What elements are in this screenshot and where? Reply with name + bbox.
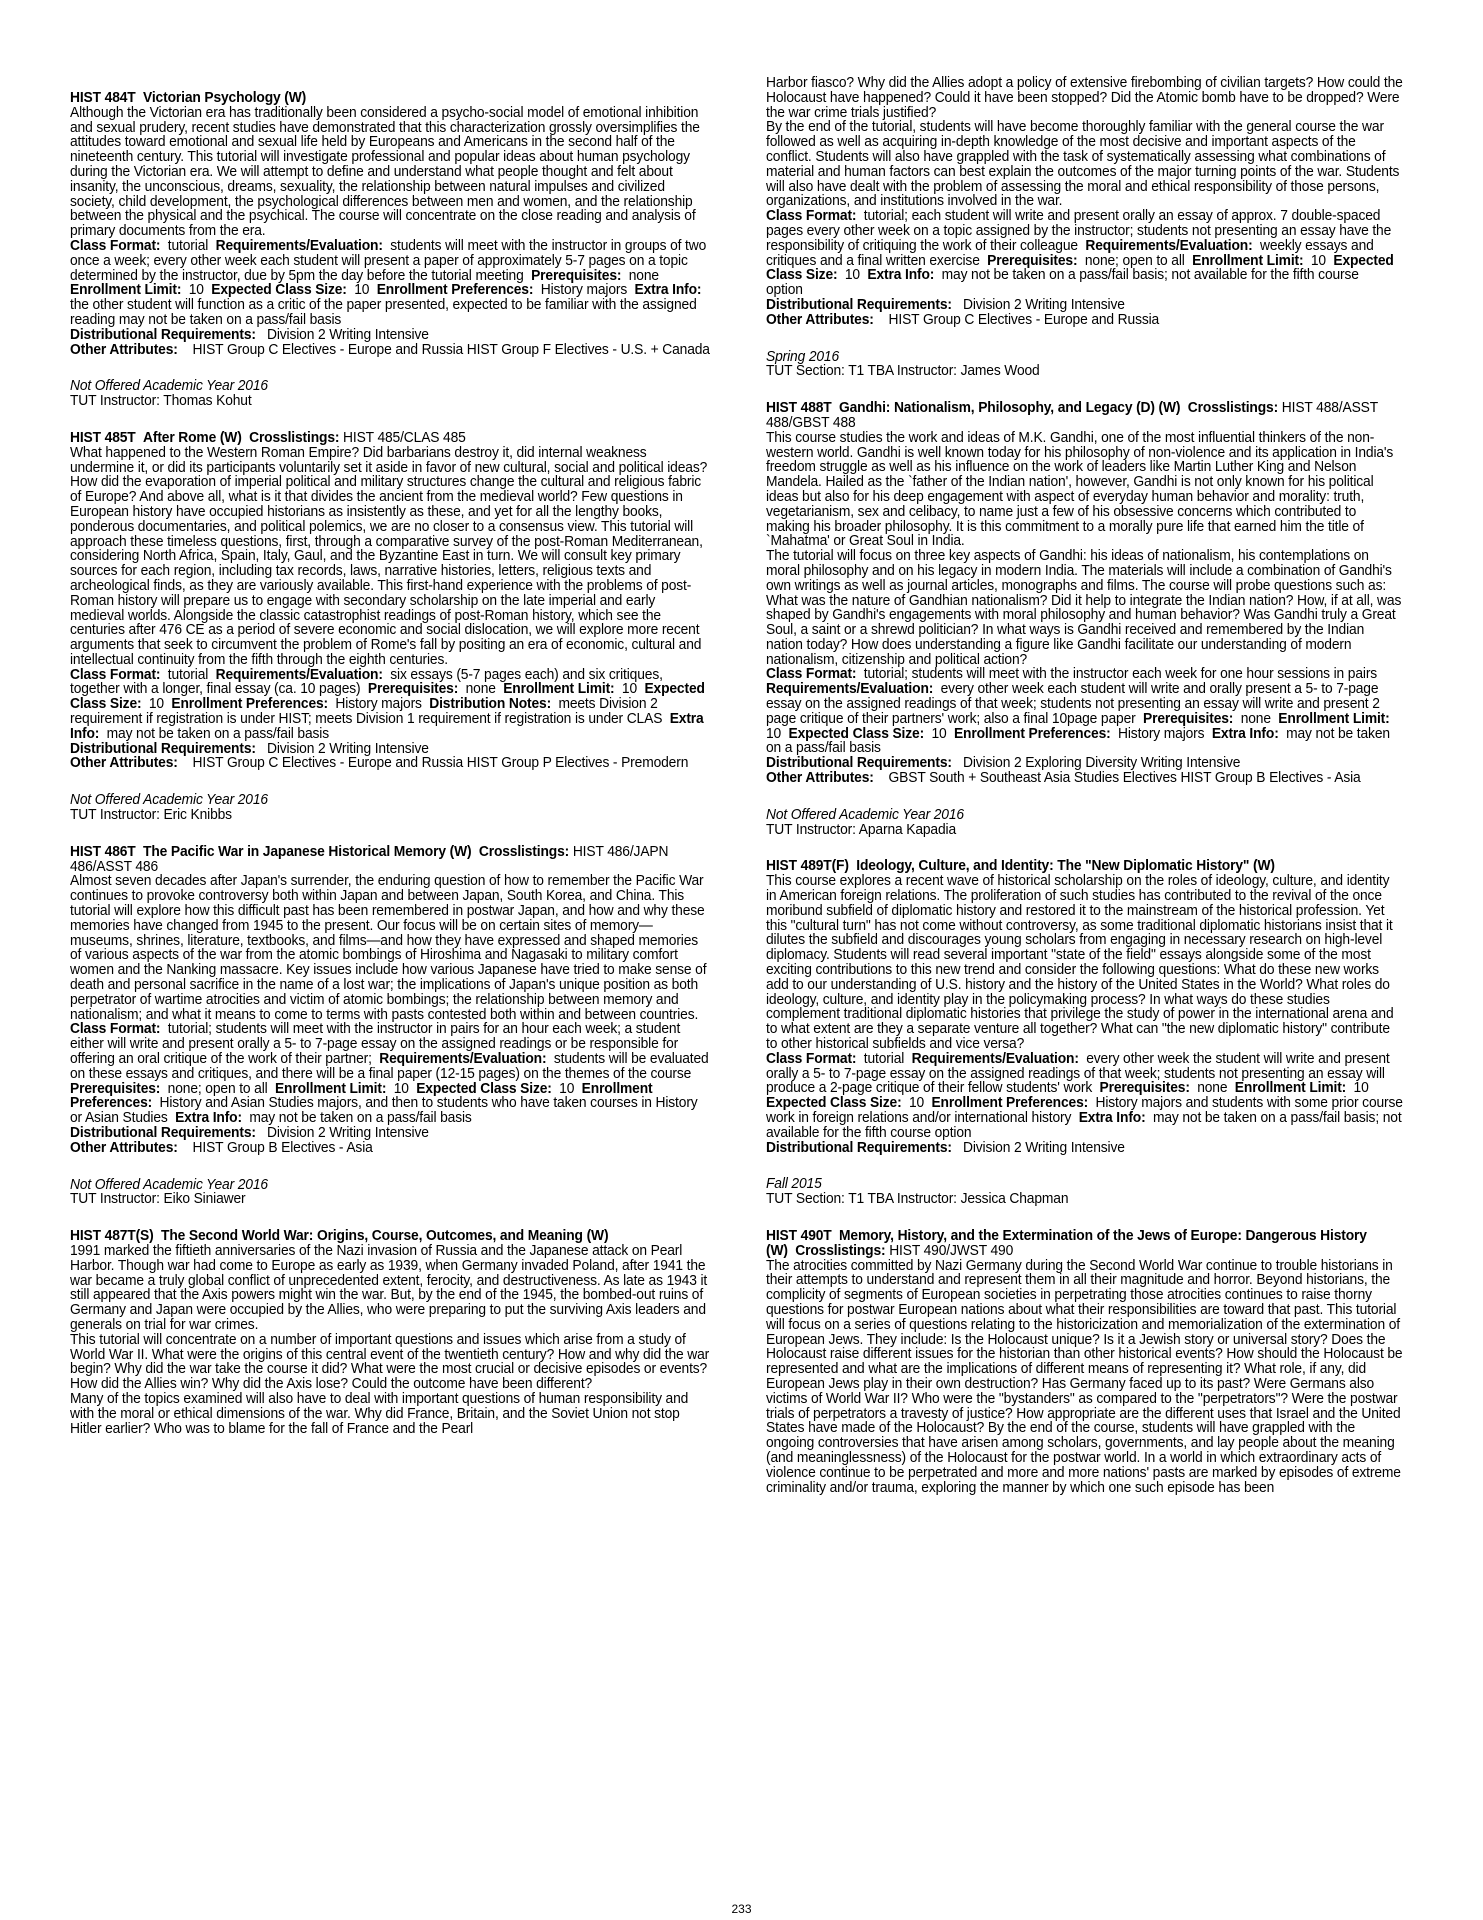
detail-label: Requirements/Evaluation: — [911, 1049, 1079, 1067]
course-heading: HIST 490T Memory, History, and the Extermination of the Jews of Europe: Dangerous History (W) Crosslistings: HIST 490/JWST 490 — [766, 1226, 1367, 1259]
distributional-value: Division 2 Writing Intensive — [266, 739, 429, 757]
detail-label: Enrollment Limit: — [503, 680, 615, 698]
distributional-value: Division 2 Writing Intensive — [266, 325, 429, 343]
offering-term: Not Offered Academic Year 2016 — [70, 791, 268, 809]
detail-value: History majors and students with some prior course work in foreign relations and/or international history — [766, 1094, 1403, 1126]
detail-label: Prerequisites: — [1143, 709, 1234, 727]
detail-label: Extra Info: — [175, 1109, 242, 1127]
detail-label: Extra Info: — [1078, 1109, 1146, 1126]
detail-label: Distribution Notes: — [429, 695, 552, 713]
detail-label: Extra Info: — [1211, 724, 1279, 742]
detail-value: 10 — [1310, 251, 1326, 269]
other-attributes-value: HIST Group C Electives - Europe and Russia — [888, 310, 1160, 328]
detail-value: 10 — [621, 680, 638, 698]
course-description: What happened to the Western Roman Empire? Did barbarians destroy it, did internal weakness undermine it, or did its participants voluntarily set it aside in favor of new cultural, social and political ideas? How did the evaporation of imperial political and military structures change the cultural and religious fabric of Europe? And above all, what is it that divides the ancient from the medieval world? Few questions in European history have occupied historians as insistently as these, and yet for all the lengthy books, ponderous documentaries, and political polemics, we are no closer to a consensus view. This tutorial will approach these timeless questions, first, through a comparative survey of the post-Roman Mediterranean, considering North Africa, Spain, Italy, Gaul, and the Byzantine East in turn. We will consult key primary sources for each region, including tax records, laws, narrative histories, letters, religious texts and archeological finds, as they are variously available. This first-hand experience with the problems of post-Roman history will prepare us to engage with secondary scholarship on the late imperial and early medieval worlds. Alongside the classic catastrophist readings of post-Roman history, which see the centuries after 476 CE as a period of severe economic and social dislocation, we will explore more recent arguments that seek to circumvent the problem of Rome's fall by positing an era of economic, cultural and intellectual continuity from the fifth through the eighth centuries. — [70, 443, 708, 668]
detail-value: may not be taken on a pass/fail basis; not available for the fifth course option — [766, 266, 1359, 299]
offering-section: TUT Section: T1 TBA Instructor: Jessica Chapman — [766, 1190, 1069, 1208]
other-attributes — [70, 340, 711, 358]
course-title: The Pacific War in Japanese Historical Memory (W) — [143, 842, 472, 860]
detail-label: Enrollment Limit: — [1192, 251, 1304, 269]
detail-label: Prerequisites: — [1099, 1079, 1190, 1097]
distributional-label: Distributional Requirements: — [70, 739, 256, 757]
detail-label: Requirements/Evaluation: — [215, 236, 383, 254]
detail-value: none; open to all — [1084, 251, 1185, 269]
detail-value: weekly essays and critiques and a final written exercise — [766, 236, 1374, 269]
other-attributes-value: GBST South + Southeast Asia Studies Electives HIST Group B Electives - Asia — [888, 769, 1361, 787]
course-description: Almost seven decades after Japan's surrender, the enduring question of how to remember the Pacific War continues to provoke controversy both within Japan and between Japan, South Korea, and China. This tutorial will explore how this difficult past has been remembered in postwar Japan, and how and why these memories have changed from 1945 to the present. Our focus will be on certain sites of memory—museums, shrines, literature, textbooks, and films—and how they have expressed and shaped memories of various aspects of the war from the atomic bombings of Hiroshima and Nagasaki to military comfort women and the Nanking massacre. Key issues include how various Japanese have tried to make sense of death and personal sacrifice in the name of a lost war; the implications of Japan's unique position as both perpetrator of wartime atrocities and victim of atomic bombings; the relationship between memory and nationalism; and what it means to come to terms with pasts contested both within and between countries. — [70, 872, 707, 1023]
detail-value: students will meet with the instructor in groups of two once a week; every other week each student will present a paper of approximately 5-7 pages on a topic determined by the instructor, due by 5pm the day before the tutorial meeting — [70, 236, 707, 284]
detail-value: tutorial; students will meet with the instructor each week for one hour sessions in pairs — [863, 665, 1378, 683]
distributional-label: Distributional Requirements: — [766, 1138, 952, 1156]
detail-value: may not be taken on a pass/fail basis — [766, 724, 1390, 757]
detail-value: none — [465, 680, 496, 698]
detail-label: Class Format: — [70, 665, 161, 683]
course-title: Gandhi: Nationalism, Philosophy, and Legacy (D) (W) — [839, 399, 1181, 417]
course-offering — [70, 379, 711, 409]
other-attributes — [70, 756, 711, 771]
course-code: HIST 490T — [766, 1226, 832, 1244]
detail-value: tutorial; each student will write and present orally an essay of approx. 7 double-spaced pages every other week on a topic assigned by the instructor; students not presenting an essay have the responsibility of critiquing the work of their colleague — [766, 207, 1392, 254]
detail-label: Expected Class Size: — [788, 724, 925, 742]
detail-value: tutorial — [167, 236, 209, 254]
course-code: HIST 484T — [70, 89, 136, 106]
detail-label: Prerequisites: — [70, 1079, 161, 1097]
course-entry — [766, 859, 1403, 1207]
course-description: The atrocities committed by Nazi Germany during the Second World War continue to trouble historians in their attempts to understand and represent them in all their magnitude and horror. Beyond historians, the complicity of segments of European societies in perpetrating those atrocities continues to raise thorny questions for postwar European nations about what their responsibilities are toward that past. This tutorial will focus on a series of questions relating to the historicization and memorialization of the extermination of European Jews. They include: Is the Holocaust unique? Is it a Jewish story or universal story? Does the Holocaust raise different issues for the historian than other historical events? How should the Holocaust be represented and what are the implications of different means of representing it? What role, if any, did European Jews play in their own destruction? Has Germany faced up to its past? Were Germans also victims of World War II? Who were the "bystanders" as compared to the "perpetrators"? Were the postwar trials of perpetrators a travesty of justice? How appropriate are the different uses that Israel and the United States have made of the Holocaust? By the end of the course, students will have grappled with the ongoing controversies that have arisen among scholars, governments, and lay people about the meaning (and meaninglessness) of the Holocaust for the postwar world. In a world in which extraordinary acts of violence continue to be perpetrated and more and more nations' pasts are marked by episodes of extreme criminality and/or trauma, exploring the manner by which one such episode has been — [766, 1256, 1403, 1496]
detail-label: Expected Class Size: — [70, 680, 705, 713]
detail-value: meets Division 2 requirement if registration is under HIST; meets Division 1 requirement if registration is under CLAS — [70, 695, 663, 728]
course-entry — [70, 1229, 711, 1436]
course-details — [70, 236, 711, 328]
course-heading: HIST 488T Gandhi: Nationalism, Philosophy, and Legacy (D) (W) Crosslistings: HIST 488/ASST 488/GBST 488 — [766, 399, 1378, 431]
detail-label: Expected Class Size: — [766, 251, 1394, 284]
course-heading: HIST 486T The Pacific War in Japanese Historical Memory (W) Crosslistings: HIST 486/JAPN 486/ASST 486 — [70, 842, 669, 875]
course-description: The tutorial will focus on three key aspects of Gandhi: his ideas of nationalism, his contemplations on moral philosophy and on his legacy in modern India. The materials will include a combination of Gandhi's own writings as well as journal articles, monographs and films. The course will probe questions such as: What was the nature of Gandhian nationalism? Did it help to integrate the Indian nation? How, if at all, was shaped by Gandhi's engagements with moral philosophy and human behavior? Was Gandhi truly a Great Soul, a saint or a shrewd politician? In what ways is Gandhi received and remembered by the Indian nation today? How does understanding a figure like Gandhi facilitate our understanding of modern nationalism, citizenship and political action? — [766, 547, 1402, 668]
offering-section: TUT Instructor: Eiko Siniawer — [70, 1190, 246, 1208]
distributional-label: Distributional Requirements: — [70, 1124, 256, 1141]
detail-value: every other week the student will write and present orally a 5- to 7-page essay on the assigned readings of that week; students not presenting an essay will produce a 2-page critique of their fellow students' work — [766, 1049, 1390, 1097]
detail-value: the other student will function as a critic of the paper presented, expected to be familiar with the assigned reading may not be taken on a pass/fail basis — [70, 296, 697, 328]
other-attributes — [766, 310, 1403, 328]
detail-label: Expected Class Size: — [416, 1079, 552, 1097]
detail-value: none — [1240, 709, 1271, 727]
detail-label: Enrollment Limit: — [70, 281, 182, 299]
other-attributes-label: Other Attributes: — [70, 754, 178, 772]
course-offering — [766, 347, 1403, 380]
course-entry — [766, 1226, 1403, 1496]
offering-section: TUT Instructor: Thomas Kohut — [70, 392, 252, 410]
detail-label: Extra Info: — [867, 266, 935, 284]
detail-value: may not be taken on a pass/fail basis; not available for the fifth course option — [766, 1109, 1402, 1141]
detail-label: Class Format: — [766, 665, 857, 683]
detail-value: may not be taken on a pass/fail basis — [249, 1109, 472, 1127]
offering-term: Spring 2016 — [766, 347, 840, 365]
offering-section: TUT Instructor: Aparna Kapadia — [766, 820, 957, 838]
detail-value: 10 — [393, 1079, 409, 1097]
offering-section: TUT Section: T1 TBA Instructor: James Wood — [766, 362, 1040, 380]
distributional-value: Division 2 Exploring Diversity Writing Intensive — [962, 754, 1241, 772]
detail-value: 10 — [559, 1079, 575, 1097]
distributional-label: Distributional Requirements: — [70, 325, 256, 343]
course-description: Although the Victorian era has traditionally been considered a psycho-social model of emotional inhibition and sexual prudery, recent studies have demonstrated that this characterization grossly oversimplifies the attitudes toward emotional and sexual life held by Europeans and Americans in the second half of the nineteenth century. This tutorial will investigate professional and popular ideas about human psychology during the Victorian era. We will attempt to define and understand what people thought and felt about insanity, the unconscious, dreams, sexuality, the relationship between natural impulses and civilized society, child development, the psychological differences between men and women, and the relationship between the physical and the psychical. The course will concentrate on the close reading and analysis of primary documents from the era. — [70, 103, 700, 240]
detail-label: Extra Info: — [634, 281, 702, 299]
course-offering — [766, 805, 1403, 838]
right-column — [766, 76, 1403, 1517]
course-description: This course studies the work and ideas of M.K. Gandhi, one of the most influential thinkers of the non-western world. Gandhi is well known today for his philosophy of non-violence and its application in India's freedom struggle as well as his influence on the work of leaders like Martin Luther King and Nelson Mandela. Hailed as the `father of the Indian nation', however, Gandhi is not only known for his political ideas but also for his deep engagement with aspect of everyday human behavior and morality: truth, vegetarianism, sex and celibacy, to name just a few of his obsessive concerns which contributed to making his broader philosophy. It is this commitment to a morally pure life that earned him the title of `Mahatma' or Great Soul in India. — [766, 428, 1394, 550]
detail-label: Prerequisites: — [531, 266, 622, 284]
course-entry — [766, 76, 1403, 379]
page-number: 233 — [731, 1902, 752, 1916]
detail-label: Expected Class Size: — [211, 281, 347, 299]
course-details — [766, 1049, 1403, 1141]
course-crosslistings: HIST 490/JWST 490 — [889, 1241, 1014, 1259]
distributional-value: Division 2 Writing Intensive — [962, 1138, 1125, 1156]
detail-value: students will be evaluated on these essays and critiques, and there will be a final paper (12-15 pages) on the themes of the course — [70, 1050, 709, 1082]
detail-value: six essays (5-7 pages each) and six critiques, together with a longer, final essay (ca. 10 pages) — [70, 665, 663, 698]
detail-value: may not be taken on a pass/fail basis — [106, 724, 330, 742]
other-attributes-label: Other Attributes: — [70, 1138, 178, 1156]
course-details — [766, 667, 1403, 756]
other-attributes-label: Other Attributes: — [70, 340, 178, 358]
course-code: HIST 489T(F) — [766, 857, 849, 875]
course-code: HIST 488T — [766, 399, 832, 417]
detail-value: every other week each student will write and orally present a 5- to 7-page essay on the assigned readings of that week; students not presenting an essay will write and present 2 page critique of their partners' work; also a final 10page paper — [766, 680, 1380, 727]
course-crosslistings: HIST 485/CLAS 485 — [343, 428, 466, 446]
detail-value: tutorial; students will meet with the instructor in pairs for an hour each week; a student either will write and present orally a 5- to 7-page essay on the assigned readings or be responsible for offering an oral critique of the work of their partner; — [70, 1020, 681, 1068]
detail-label: Enrollment Preferences: — [931, 1094, 1089, 1112]
detail-label: Enrollment Limit: — [1234, 1079, 1347, 1097]
course-offering — [70, 793, 711, 823]
detail-value: 10 — [188, 281, 204, 299]
detail-label: Requirements/Evaluation: — [766, 680, 934, 698]
course-code: HIST 486T — [70, 842, 136, 860]
distributional-label: Distributional Requirements: — [766, 754, 952, 772]
course-crosslistings: HIST 488/ASST 488/GBST 488 — [766, 399, 1378, 431]
other-attributes-label: Other Attributes: — [766, 310, 874, 328]
detail-label: Enrollment Limit: — [274, 1079, 387, 1097]
detail-label: Requirements/Evaluation: — [379, 1050, 547, 1068]
detail-label: Enrollment Limit: — [1278, 709, 1390, 727]
left-column — [70, 91, 711, 1458]
distributional-requirements — [766, 1138, 1403, 1156]
detail-value: History majors — [335, 695, 422, 713]
detail-label: Requirements/Evaluation: — [215, 665, 383, 683]
course-details — [70, 665, 711, 742]
other-attributes-value: HIST Group C Electives - Europe and Russia HIST Group F Electives - U.S. + Canada — [192, 340, 710, 358]
detail-value: none — [628, 266, 659, 284]
other-attributes-value: HIST Group B Electives - Asia — [192, 1138, 373, 1156]
course-code: HIST 485T — [70, 428, 136, 446]
course-heading: HIST 485T After Rome (W) Crosslistings: HIST 485/CLAS 485 — [70, 428, 466, 446]
detail-label: Class Format: — [70, 236, 161, 254]
detail-value: 10 — [766, 724, 782, 742]
detail-value: tutorial — [167, 665, 209, 683]
distributional-value: Division 2 Writing Intensive — [962, 295, 1125, 313]
course-title: Victorian Psychology (W) — [143, 89, 307, 106]
course-entry — [70, 91, 711, 409]
detail-label: Extra Info: — [70, 710, 704, 742]
course-title: Ideology, Culture, and Identity: The "New Diplomatic History" (W) — [856, 857, 1275, 875]
other-attributes — [70, 1138, 711, 1156]
course-crosslistings: HIST 486/JAPN 486/ASST 486 — [70, 842, 669, 875]
course-title: Memory, History, and the Extermination of the Jews of Europe: Dangerous History (W) — [766, 1226, 1367, 1259]
detail-value: 10 — [1353, 1079, 1369, 1097]
course-details — [70, 1022, 711, 1126]
detail-label: Class Format: — [766, 207, 857, 225]
course-code: HIST 487T(S) — [70, 1227, 154, 1245]
detail-label: Prerequisites: — [987, 251, 1078, 269]
detail-value: 10 — [354, 281, 370, 299]
course-description: This course explores a recent wave of historical scholarship on the roles of ideology, culture, and identity in American foreign relations. The proliferation of such studies has contributed to the revival of the once moribund subfield of diplomatic history and restored it to the mainstream of the historical profession. Yet this "cultural turn" has not come without controversy, as some traditional diplomatic historians insist that it dilutes the subfield and discourages young scholars from engaging in necessary research on high-level diplomacy. Students will read several important "state of the field" essays alongside some of the most exciting contributions to this new trend and consider the following questions: What do these new works add to our understanding of U.S. history and the history of the United States in the World? What roles do ideology, culture, and identity play in the policymaking process? In what ways do these studies complement traditional diplomatic histories that privilege the study of power in the international arena and to what extent are they a separate venture all together? What can "the new diplomatic history" contribute to other historical subfields and vice versa? — [766, 872, 1394, 1053]
detail-value: 10 — [931, 724, 947, 742]
course-details — [766, 209, 1403, 298]
course-entry — [766, 401, 1403, 837]
detail-value: History majors — [540, 281, 628, 299]
detail-value: 10 — [908, 1094, 925, 1112]
other-attributes-value: HIST Group C Electives - Europe and Russia HIST Group P Electives - Premodern — [192, 754, 689, 772]
course-title: The Second World War: Origins, Course, Outcomes, and Meaning (W) — [161, 1227, 609, 1245]
offering-section: TUT Instructor: Eric Knibbs — [70, 806, 232, 824]
course-entry — [70, 842, 711, 1208]
distributional-label: Distributional Requirements: — [766, 295, 952, 313]
detail-label: Class Format: — [70, 1020, 161, 1038]
detail-value: 10 — [148, 695, 164, 713]
detail-label: Enrollment Preferences: — [376, 281, 534, 299]
course-entry — [70, 428, 711, 824]
course-description: 1991 marked the fiftieth anniversaries of the Nazi invasion of Russia and the Japanese attack on Pearl Harbor. Though war had come to Europe as early as 1939, when Germany invaded Poland, after 1941 the war became a truly global conflict of unprecedented extent, ferocity, and destructiveness. As late as 1943 it still appeared that the Axis powers might win the war. But, by the end of the 1945, the bombed-out ruins of Germany and Japan were occupied by the Allies, who were preparing to put the surviving Axis leaders and generals on trial for war crimes. — [70, 1241, 708, 1333]
detail-label: Requirements/Evaluation: — [1085, 236, 1253, 254]
detail-value: History and Asian Studies majors, and then to students who have taken courses in History or Asian Studies — [70, 1094, 698, 1127]
detail-label: Expected Class Size: — [766, 1094, 902, 1112]
course-offering — [70, 1175, 711, 1208]
offering-term: Not Offered Academic Year 2016 — [70, 1175, 268, 1193]
distributional-value: Division 2 Writing Intensive — [266, 1124, 429, 1141]
course-description: Many of the topics examined will also have to deal with important questions of human responsibility and with the moral or ethical dimensions of the war. Why did France, Britain, and the Soviet Union not stop Hitler earlier? Who was to blame for the fall of France and the Pearl — [70, 1389, 689, 1437]
offering-term: Fall 2015 — [766, 1175, 822, 1193]
course-description: This tutorial will concentrate on a number of important questions and issues which arise from a study of World War II. What were the origins of this central event of the twentieth century? How and why did the war begin? Why did the war take the course it did? What were the most crucial or decisive episodes or events? How did the Allies win? Why did the Axis lose? Could the outcome have been different? — [70, 1330, 710, 1393]
course-title: After Rome (W) — [143, 428, 242, 446]
detail-label: Enrollment Preferences: — [953, 724, 1111, 742]
detail-value: tutorial — [863, 1049, 905, 1067]
course-description: Harbor fiasco? Why did the Allies adopt a policy of extensive firebombing of civilian targets? How could the Holocaust have happened? Could it have been stopped? Did the Atomic bomb have to be dropped? Were the war crime trials justified? — [766, 74, 1403, 121]
other-attributes — [766, 771, 1403, 786]
detail-label: Enrollment Preferences: — [70, 1079, 653, 1112]
detail-value: none; open to all — [167, 1079, 268, 1097]
detail-label: Class Format: — [766, 1049, 857, 1067]
course-offering — [766, 1177, 1403, 1207]
detail-label: Prerequisites: — [367, 680, 459, 698]
detail-value: History majors — [1118, 724, 1205, 742]
course-description: By the end of the tutorial, students will have become thoroughly familiar with the general course the war followed as well as acquiring in-depth knowledge of the most decisive and important aspects of the conflict. Students will also have grappled with the task of systematically assessing what combinations of material and human factors can best explain the outcomes of the major turning points of the war. Students will also have dealt with the problem of assessing the moral and ethical responsibility of those persons, organizations, and institutions involved in the war. — [766, 118, 1400, 210]
offering-term: Not Offered Academic Year 2016 — [70, 377, 268, 395]
offering-term: Not Offered Academic Year 2016 — [766, 805, 964, 823]
detail-value: none — [1197, 1079, 1228, 1097]
detail-value: 10 — [844, 266, 860, 284]
other-attributes-label: Other Attributes: — [766, 769, 874, 787]
detail-label: Enrollment Preferences: — [171, 695, 329, 713]
